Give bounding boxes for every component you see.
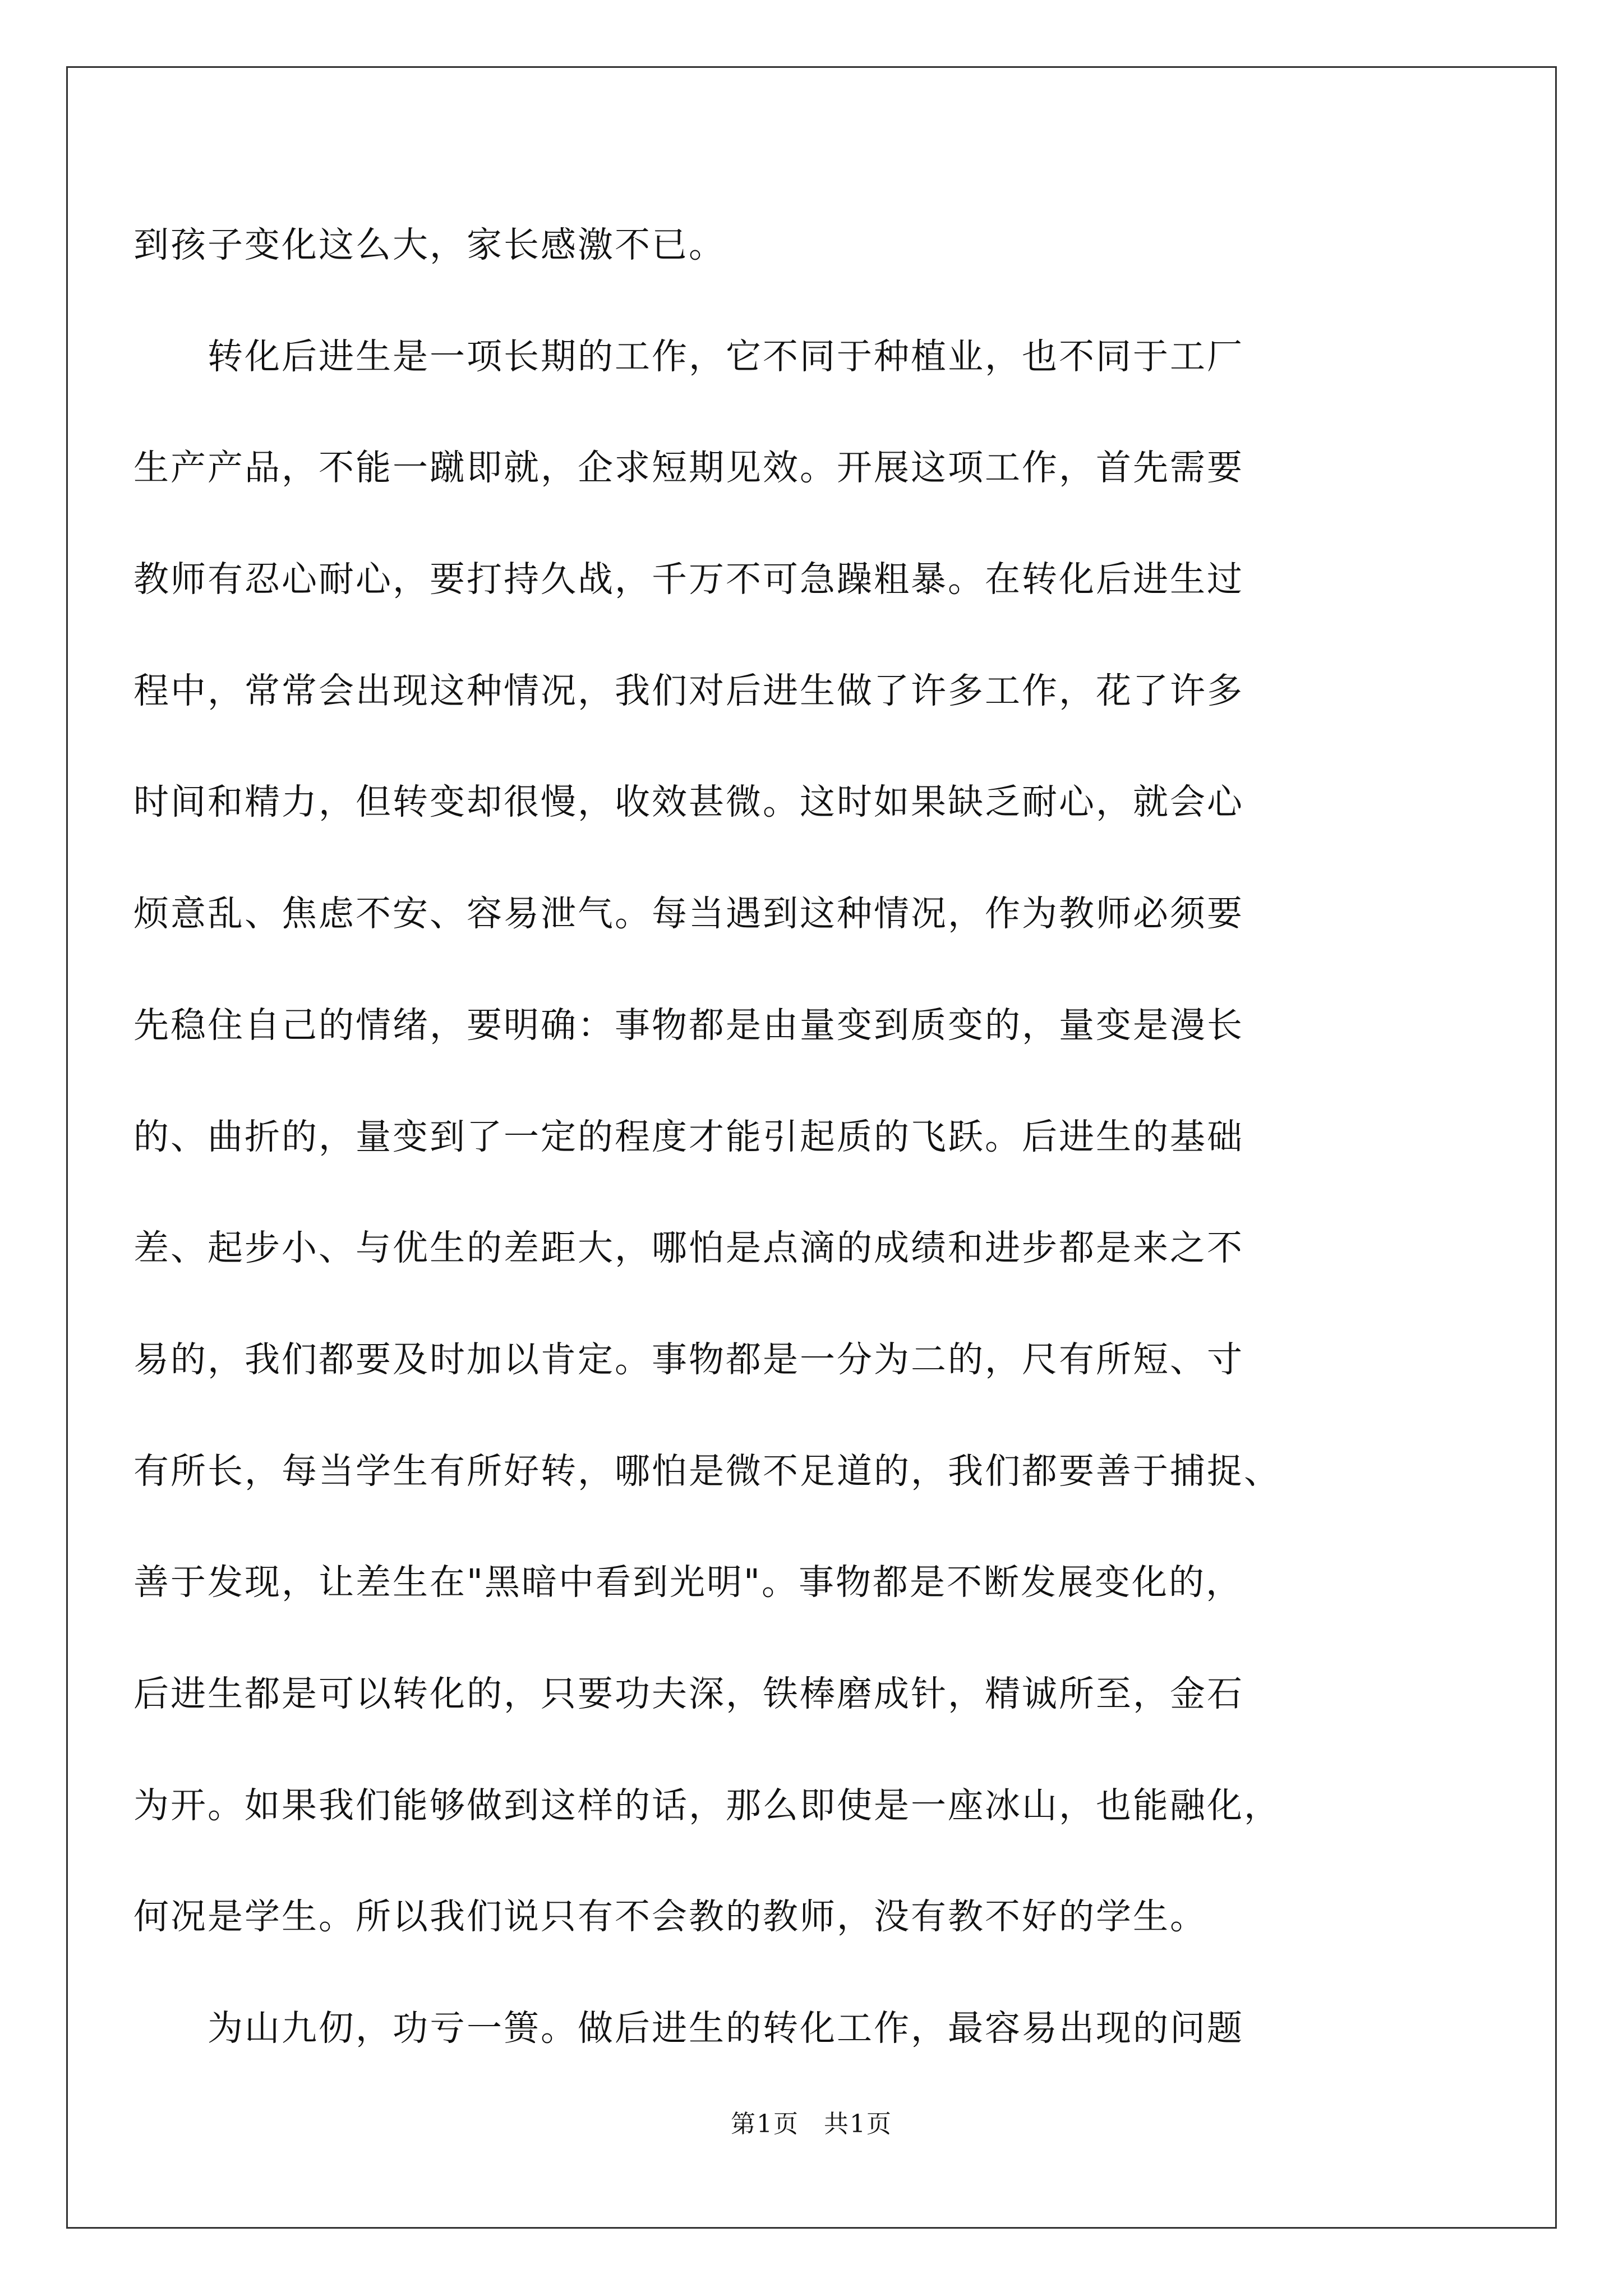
text-line: 有所长，每当学生有所好转，哪怕是微不足道的，我们都要善于捕捉、	[133, 1450, 1281, 1492]
text-line: 转化后进生是一项长期的工作，它不同于种植业，也不同于工厂	[133, 335, 1244, 377]
text-line: 差、起步小、与优生的差距大，哪怕是点滴的成绩和进步都是来之不	[133, 1227, 1244, 1269]
text-line: 程中，常常会出现这种情况，我们对后进生做了许多工作，花了许多	[133, 670, 1244, 711]
text-line: 何况是学生。所以我们说只有不会教的教师，没有教不好的学生。	[133, 1896, 1207, 1938]
text-line: 后进生都是可以转化的，只要功夫深，铁棒磨成针，精诚所至，金石	[133, 1673, 1244, 1714]
text-line: 生产产品，不能一蹴即就，企求短期见效。开展这项工作，首先需要	[133, 447, 1244, 489]
text-line: 先稳住自己的情绪，要明确：事物都是由量变到质变的，量变是漫长	[133, 1004, 1244, 1046]
page-total: 共1页	[824, 2110, 892, 2138]
text-line: 烦意乱、焦虑不安、容易泄气。每当遇到这种情况，作为教师必须要	[133, 893, 1244, 935]
page-number: 第1页	[731, 2110, 799, 2138]
text-line: 到孩子变化这么大，家长感激不已。	[133, 224, 726, 265]
text-line: 为山九仞，功亏一篑。做后进生的转化工作，最容易出现的问题	[133, 2008, 1244, 2049]
text-line: 为开。如果我们能够做到这样的话，那么即使是一座冰山，也能融化，	[133, 1784, 1281, 1826]
text-line: 易的，我们都要及时加以肯定。事物都是一分为二的，尺有所短、寸	[133, 1338, 1244, 1380]
page-footer	[0, 2104, 1623, 2139]
text-line: 善于发现，让差生在"黑暗中看到光明"。事物都是不断发展变化的，	[133, 1562, 1243, 1603]
text-line: 的、曲折的，量变到了一定的程度才能引起质的飞跃。后进生的基础	[133, 1116, 1244, 1157]
document-body	[133, 190, 1446, 2085]
text-line: 时间和精力，但转变却很慢，收效甚微。这时如果缺乏耐心，就会心	[133, 781, 1244, 823]
text-line: 教师有忍心耐心，要打持久战，千万不可急躁粗暴。在转化后进生过	[133, 559, 1244, 600]
